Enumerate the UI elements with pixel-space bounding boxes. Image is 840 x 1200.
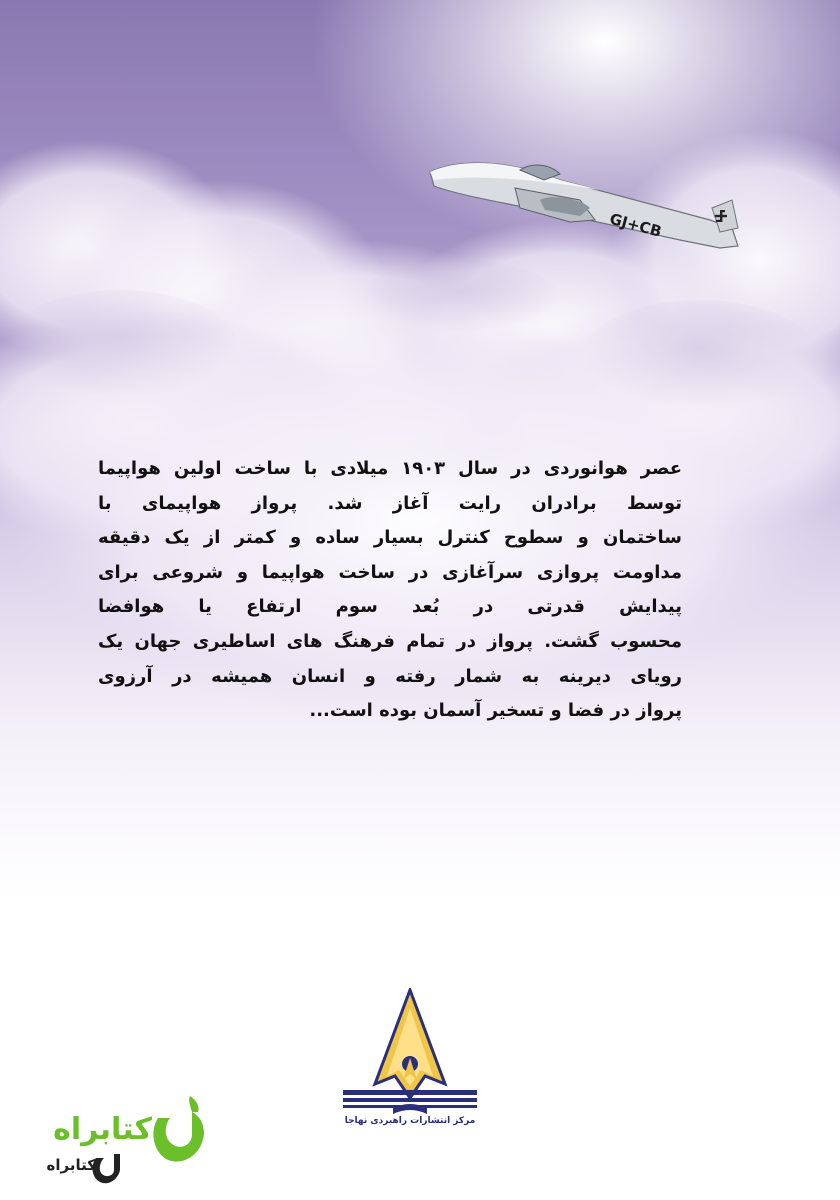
- paragraph-line: توسط برادران رایت آغاز شد. پرواز هواپیمای با: [98, 492, 682, 514]
- paragraph-line: پرواز در فضا و تسخیر آسمان بوده است...: [309, 700, 682, 722]
- cover-paragraph: [98, 452, 682, 729]
- paragraph-line: محسوب گشت. پرواز در تمام فرهنگ های اساطیری جهان یک: [98, 630, 682, 652]
- airplane-illustration: [420, 150, 750, 265]
- publisher-name: مرکز انتشارات راهبردی نهاجا: [344, 1116, 476, 1126]
- ketabrah-wordmark: کتابراه: [53, 1112, 152, 1147]
- paragraph-line: عصر هوانوردی در سال ۱۹۰۳ میلادی با ساخت اولین هواپیما: [98, 458, 682, 479]
- paragraph-line: رویای دیرینه به شمار رفته و انسان همیشه در آرزوی: [98, 665, 682, 687]
- ketabrah-wordmark-small: کتابراه: [46, 1156, 96, 1174]
- aircraft-registration: GJ+CB: [607, 209, 664, 241]
- paragraph-line: ساختمان و سطوح کنترل بسیار ساده و کمتر از یک دقیقه: [98, 527, 682, 549]
- paragraph-line: پیدایش قدرتی در بُعد سوم ارتفاع یا هوافضا: [98, 596, 682, 618]
- paragraph-line: مداومت پروازی سرآغازی در ساخت هواپیما و شروعی برای: [98, 561, 682, 583]
